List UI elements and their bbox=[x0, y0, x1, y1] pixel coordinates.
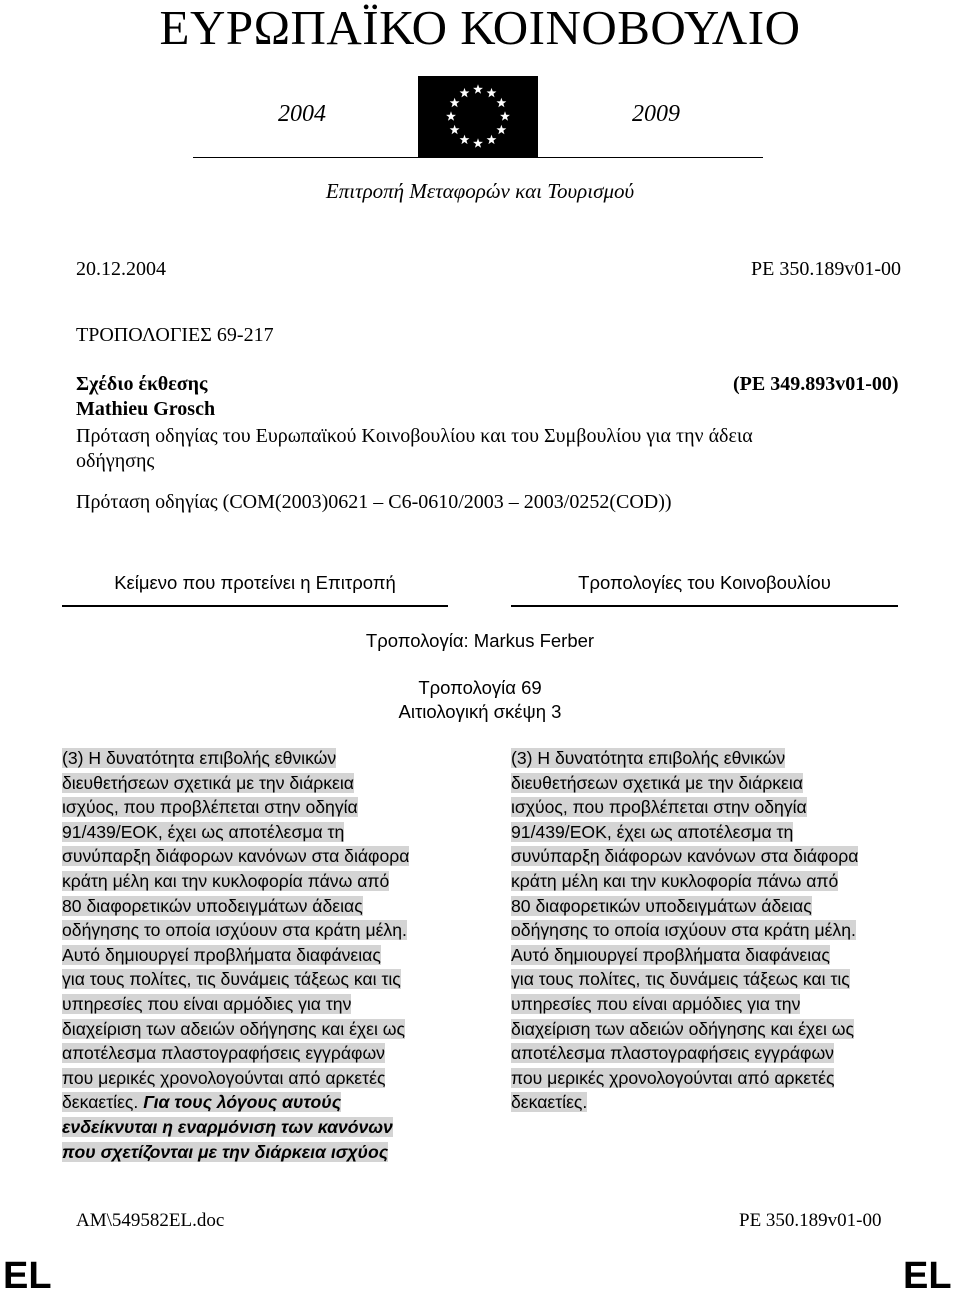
right-line: 80 διαφορετικών υποδειγμάτων άδειας bbox=[511, 895, 812, 916]
header-divider bbox=[193, 157, 763, 158]
right-line: 91/439/ΕΟΚ, έχει ως αποτέλεσμα τη bbox=[511, 821, 794, 842]
left-column-rule bbox=[62, 605, 448, 607]
parliament-title: ΕΥΡΩΠΑΪΚΟ ΚΟΙΝΟΒΟΥΛΙΟ bbox=[159, 0, 801, 55]
draft-report-reference: (PE 349.893v01-00) bbox=[733, 373, 899, 395]
parliament-amendments-heading: Τροπολογίες του Κοινοβουλίου bbox=[578, 572, 831, 593]
footer-reference: PE 350.189v01-00 bbox=[739, 1210, 882, 1231]
right-line: κράτη μέλη και την κυκλοφορία πάνω από bbox=[511, 870, 839, 891]
left-line: αποτέλεσμα πλαστογραφήσεις εγγράφων bbox=[62, 1043, 385, 1064]
language-code-right: EL bbox=[903, 1255, 952, 1297]
amended-text-body bbox=[511, 746, 903, 1115]
eu-star-icon bbox=[450, 98, 460, 107]
right-line: αποτέλεσμα πλαστογραφήσεις εγγράφων bbox=[511, 1043, 834, 1064]
amendments-range: ΤΡΟΠΟΛΟΓΙΕΣ 69-217 bbox=[76, 324, 274, 346]
amendment-author: Τροπολογία: Markus Ferber bbox=[365, 630, 595, 651]
left-line: που μερικές χρονολογούνται από αρκετές bbox=[62, 1067, 386, 1088]
left-line: υπηρεσίες που είναι αρμόδιες για την bbox=[62, 993, 352, 1014]
right-line: (3) Η δυνατότητα επιβολής εθνικών bbox=[511, 748, 786, 768]
left-line: 80 διαφορετικών υποδειγμάτων άδειας bbox=[62, 895, 363, 916]
right-line: διευθετήσεων σχετικά με την διάρκεια bbox=[511, 772, 803, 793]
right-line: διαχείριση των αδειών οδήγησης και έχει ως bbox=[511, 1018, 855, 1039]
left-line: ισχύος, που προβλέπεται στην οδηγία bbox=[62, 797, 358, 818]
committee-name: Επιτροπή Μεταφορών και Τουρισμού bbox=[325, 179, 635, 203]
eu-star-icon bbox=[487, 135, 497, 144]
document-date: 20.12.2004 bbox=[76, 258, 166, 280]
proposal-title: Πρόταση οδηγίας του Ευρωπαϊκού Κοινοβουλίου και του Συμβουλίου για την άδεια οδήγησης bbox=[76, 425, 753, 472]
left-line: διευθετήσεων σχετικά με την διάρκεια bbox=[62, 772, 354, 793]
eu-star-icon bbox=[496, 98, 506, 107]
right-column-rule bbox=[511, 605, 898, 607]
left-line: (3) Η δυνατότητα επιβολής εθνικών bbox=[62, 748, 337, 768]
left-line: Αυτό δημιουργεί προβλήματα διαφάνειας bbox=[62, 944, 381, 965]
amendment-recital: Αιτιολογική σκέψη 3 bbox=[398, 701, 562, 722]
eu-star-icon bbox=[450, 125, 460, 134]
right-line: που μερικές χρονολογούνται από αρκετές bbox=[511, 1067, 835, 1088]
commission-text-heading: Κείμενο που προτείνει η Επιτροπή bbox=[114, 572, 396, 593]
eu-star-icon bbox=[446, 111, 456, 120]
right-line: Αυτό δημιουργεί προβλήματα διαφάνειας bbox=[511, 944, 830, 965]
document-reference: PE 350.189v01-00 bbox=[751, 258, 901, 280]
right-line: ισχύος, που προβλέπεται στην οδηγία bbox=[511, 797, 807, 818]
eu-star-icon bbox=[496, 125, 506, 134]
left-line: κράτη μέλη και την κυκλοφορία πάνω από bbox=[62, 870, 390, 891]
eu-star-icon bbox=[460, 88, 470, 97]
eu-star-icon bbox=[487, 88, 497, 97]
left-bold-line: ενδείκνυται η εναρμόνιση των κανόνων bbox=[62, 1116, 393, 1137]
left-line: οδήγησης το οποία ισχύουν στα κράτη μέλη. bbox=[62, 920, 407, 941]
language-code-left: EL bbox=[3, 1255, 52, 1297]
right-line: για τους πολίτες, τις δυνάμεις τάξεως και τις bbox=[511, 969, 850, 990]
eu-flag-logo bbox=[418, 76, 538, 157]
right-line: οδήγησης το οποία ισχύουν στα κράτη μέλη. bbox=[511, 920, 856, 941]
draft-report-label: Σχέδιο έκθεσης bbox=[76, 373, 208, 395]
left-line: για τους πολίτες, τις δυνάμεις τάξεως και τις bbox=[62, 969, 401, 990]
proposal-codes: Πρόταση οδηγίας (COM(2003)0621 – C6-0610/2003 – 2003/0252(COD)) bbox=[76, 491, 672, 513]
left-bold-line: Για τους λόγους αυτούς bbox=[143, 1092, 342, 1113]
commission-text-body bbox=[62, 746, 454, 1164]
eu-star-icon bbox=[473, 138, 483, 147]
rapporteur-name: Mathieu Grosch bbox=[76, 398, 216, 420]
right-line: υπηρεσίες που είναι αρμόδιες για την bbox=[511, 993, 801, 1014]
left-line: συνύπαρξη διάφορων κανόνων στα διάφορα bbox=[62, 846, 410, 867]
term-start-year: 2004 bbox=[278, 101, 326, 127]
left-bold-line: που σχετίζονται με την διάρκεια ισχύος bbox=[62, 1141, 389, 1162]
left-line: 91/439/ΕΟΚ, έχει ως αποτέλεσμα τη bbox=[62, 821, 345, 842]
right-line: συνύπαρξη διάφορων κανόνων στα διάφορα bbox=[511, 846, 859, 867]
footer-file-name: AM\549582EL.doc bbox=[76, 1210, 225, 1231]
amendment-number: Τροπολογία 69 bbox=[418, 677, 542, 698]
left-line: διαχείριση των αδειών οδήγησης και έχει ως bbox=[62, 1018, 406, 1039]
right-line: δεκαετίες. bbox=[511, 1092, 588, 1113]
left-line: δεκαετίες. bbox=[62, 1092, 144, 1113]
eu-star-icon bbox=[473, 84, 483, 93]
eu-star-icon bbox=[500, 111, 510, 120]
term-end-year: 2009 bbox=[632, 101, 680, 127]
eu-stars-icon bbox=[418, 76, 538, 157]
eu-star-icon bbox=[460, 135, 470, 144]
